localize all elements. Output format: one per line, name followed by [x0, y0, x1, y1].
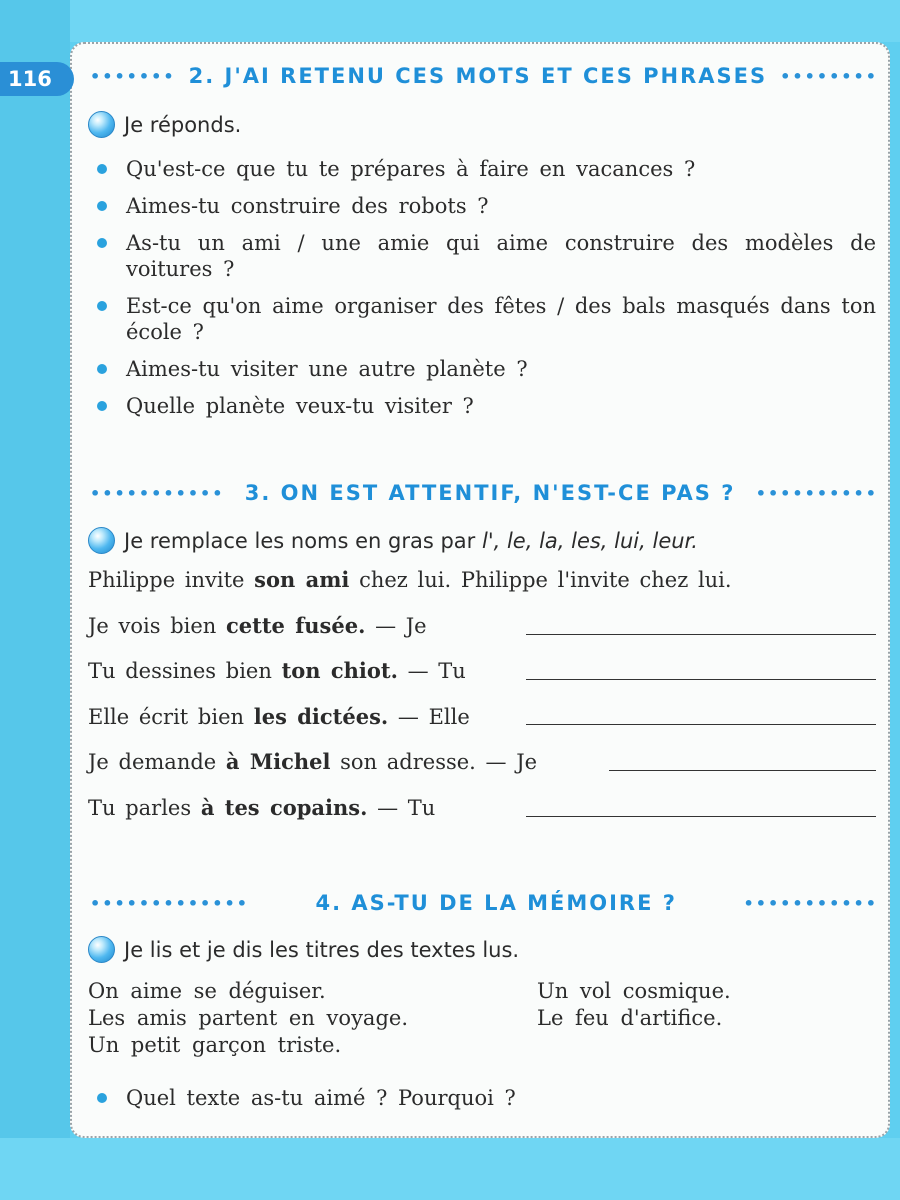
bullet-ball-icon: [88, 527, 115, 554]
bottom-margin: [0, 1138, 900, 1200]
text-title: On aime se déguiser.: [88, 979, 326, 1003]
bullet-ball-icon: [88, 936, 115, 963]
text-title: Les amis partent en voyage.: [88, 1006, 408, 1030]
titles-left-column: [88, 978, 408, 1059]
section-4-question: [96, 1085, 876, 1122]
question-item: Aimes-tu visiter une autre planète ?: [96, 356, 876, 382]
bullet-dot-icon: [97, 238, 107, 248]
section-3-instruction: [88, 527, 698, 554]
left-margin: [0, 0, 70, 1200]
answer-blank[interactable]: [526, 634, 876, 635]
dots-right: ••••••••••: [755, 483, 878, 503]
example-line: Philippe invite son ami chez lui. Philippe l'invite chez lui.: [88, 567, 732, 592]
section-2-header: [90, 64, 878, 88]
question-item: Qu'est-ce que tu te prépares à faire en vacances ?: [96, 156, 876, 182]
instruction-text: Je réponds.: [124, 112, 242, 137]
bullet-dot-icon: [97, 401, 107, 411]
exercise-line: Je demande à Michel son adresse. — Je: [88, 749, 538, 774]
answer-blank[interactable]: [526, 679, 876, 680]
bullet-dot-icon: [97, 164, 107, 174]
dots-right: •••••••••••: [743, 893, 878, 913]
bullet-dot-icon: [97, 1093, 107, 1103]
question-item: Est-ce qu'on aime organiser des fêtes / des bals masqués dans ton école ?: [96, 293, 876, 345]
answer-blank[interactable]: [526, 816, 876, 817]
exercise-line: Elle écrit bien les dictées. — Elle: [88, 704, 470, 729]
page-number: 116: [0, 62, 74, 96]
text-title: Un petit garçon triste.: [88, 1033, 342, 1057]
answer-blank[interactable]: [609, 770, 876, 771]
bullet-ball-icon: [88, 111, 115, 138]
exercise-line: Tu parles à tes copains. — Tu: [88, 795, 436, 820]
answer-blank[interactable]: [526, 724, 876, 725]
bullet-dot-icon: [97, 301, 107, 311]
section-2-title: 2. J'AI RETENU CES MOTS ET CES PHRASES: [188, 64, 768, 88]
instruction-text: Je lis et je dis les titres des textes lus.: [124, 937, 520, 962]
top-margin: [0, 0, 900, 42]
text-title: Le feu d'artifice.: [537, 1006, 723, 1030]
dots-left: •••••••: [90, 66, 176, 86]
section-4-header: [90, 891, 878, 915]
text-title: Un vol cosmique.: [537, 979, 731, 1003]
question-item: Quelle planète veux-tu visiter ?: [96, 393, 876, 419]
question-item: Quel texte as-tu aimé ? Pourquoi ?: [96, 1085, 876, 1111]
exercise-line: Tu dessines bien ton chiot. — Tu: [88, 658, 466, 683]
dots-left: •••••••••••: [90, 483, 225, 503]
titles-right-column: [537, 978, 731, 1032]
section-2-questions: [96, 156, 876, 430]
section-4-title: 4. AS-TU DE LA MÉMOIRE ?: [315, 891, 677, 915]
section-3-title: 3. ON EST ATTENTIF, N'EST-CE PAS ?: [244, 481, 736, 505]
instruction-text: Je remplace les noms en gras par: [124, 528, 476, 553]
section-2-instruction: [88, 111, 241, 138]
dots-left: •••••••••••••: [90, 893, 249, 913]
section-4-instruction: [88, 936, 519, 963]
question-item: Aimes-tu construire des robots ?: [96, 193, 876, 219]
section-3-header: [90, 481, 878, 505]
bullet-dot-icon: [97, 364, 107, 374]
question-item: As-tu un ami / une amie qui aime construire des modèles de voitures ?: [96, 230, 876, 282]
instruction-pronouns: l', le, la, les, lui, leur.: [482, 528, 698, 553]
bullet-dot-icon: [97, 201, 107, 211]
exercise-line: Je vois bien cette fusée. — Je: [88, 613, 427, 638]
dots-right: ••••••••: [780, 66, 878, 86]
